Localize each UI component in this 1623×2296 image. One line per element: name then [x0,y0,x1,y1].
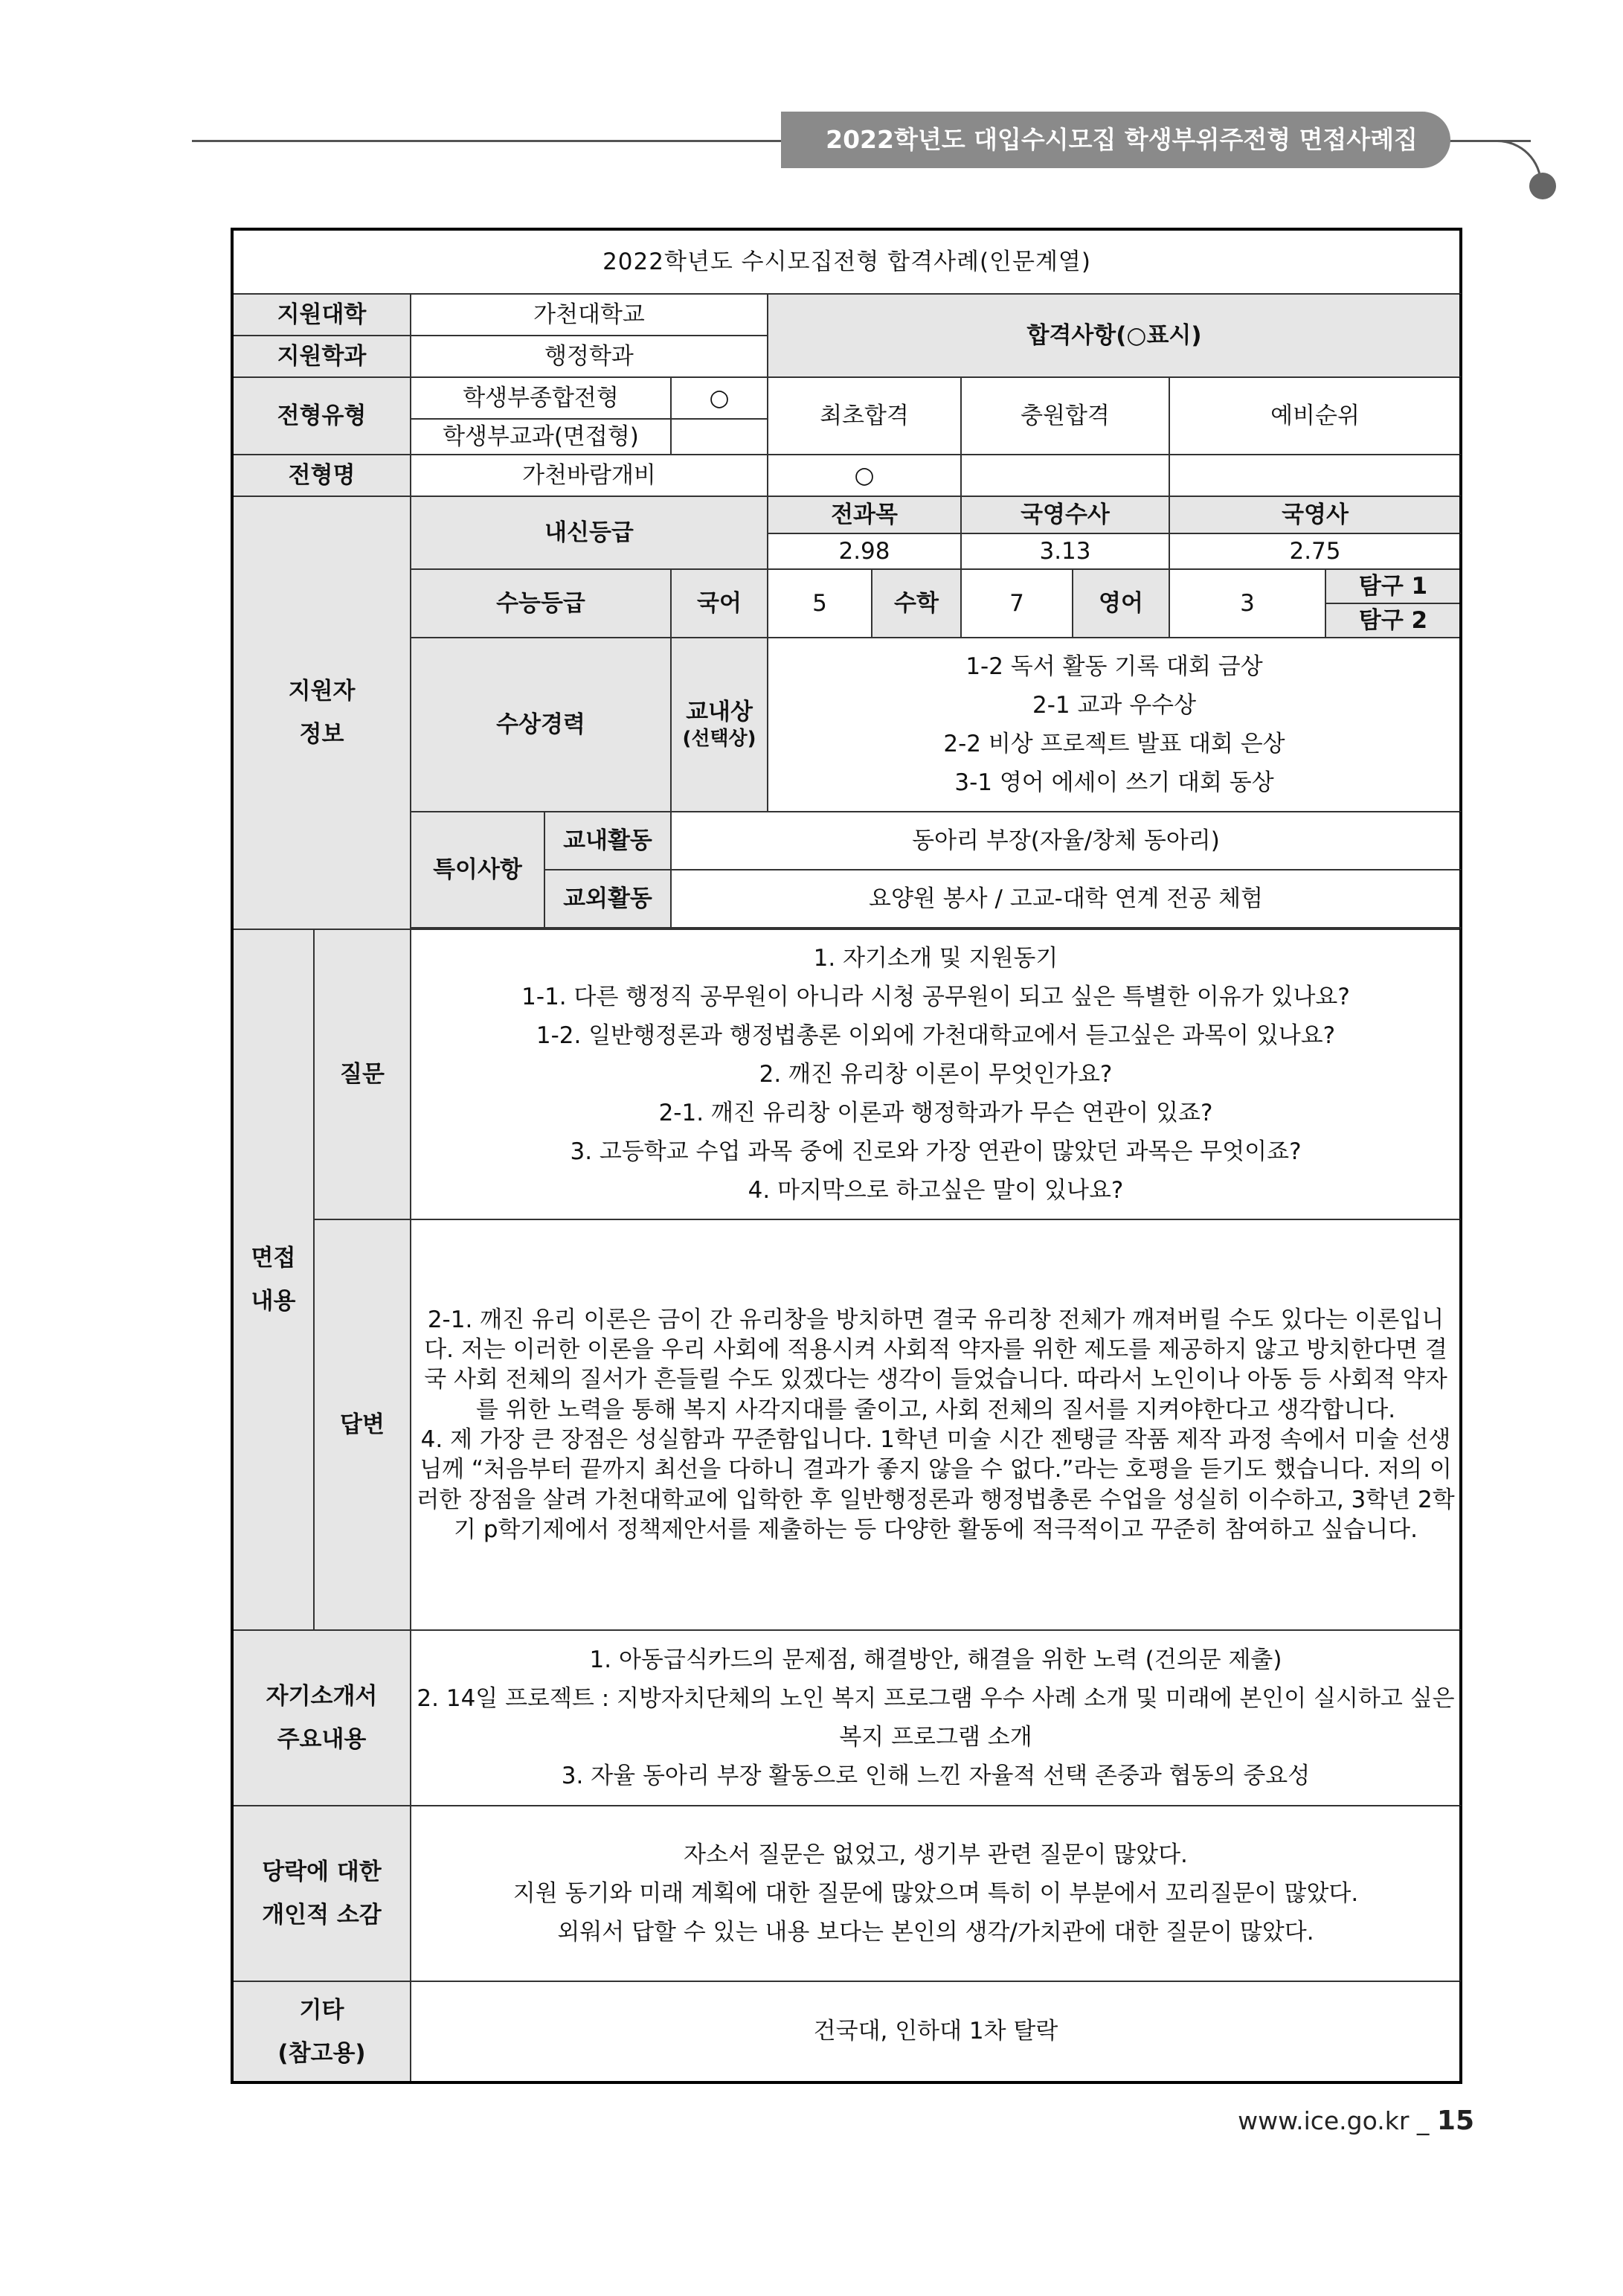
value-etc: 건국대, 인하대 1차 탈락 [411,1981,1461,2082]
label-applicant-info: 지원자 정보 [232,496,411,929]
value-english: 3 [1169,569,1325,638]
mark-result-waitlist [1169,455,1461,496]
grade-header-kes: 국영사 [1169,496,1461,533]
self-intro-item: 1. 아동급식카드의 문제점, 해결방안, 해결을 위한 노력 (건의문 제출) [589,1646,1282,1673]
label-grades: 내신등급 [411,496,768,569]
grade-value-kes: 2.75 [1169,533,1461,569]
impressions-list [411,1806,1461,1981]
question-item: 3. 고등학교 수업 과목 중에 진로와 가장 연관이 많았던 과목은 무엇이죠? [570,1138,1302,1165]
mark-type-2 [671,419,768,455]
awards-sub-note: (선택상) [682,728,756,751]
value-admission-name: 가천바람개비 [411,455,768,496]
label-math: 수학 [872,569,961,638]
page-footer [1238,2106,1474,2136]
label-inquiry-2: 탐구 2 [1325,603,1461,638]
value-type-1: 학생부종합전형 [411,377,671,419]
result-option-first: 최초합격 [768,377,961,455]
value-university: 가천대학교 [411,294,768,336]
label-interview: 면접 내용 [232,929,314,1630]
impression-item: 지원 동기와 미래 계획에 대한 질문에 많았으며 특히 이 부분에서 꼬리질문이 많았다. [512,1880,1359,1907]
label-in-school: 교내활동 [544,812,671,870]
label-special: 특이사항 [411,812,544,928]
label-inquiry-1: 탐구 1 [1325,569,1461,603]
grade-header-kems: 국영수사 [961,496,1169,533]
question-item: 4. 마지막으로 하고싶은 말이 있나요? [748,1177,1124,1204]
answer-paragraph: 4. 제 가장 큰 장점은 성실함과 꾸준함입니다. 1학년 미술 시간 젠탱글 작품 제작 과정 속에서 미술 선생님께 “처음부터 끝까지 최선을 다하니 결과가 좋지 않을 수 없다.”라는 호평을 듣기도 했습니다. 저의 이러한 장점을 살려 가천대학교에 입학한 후 일반행정론과 행정법총론 수업을 성실히 이수하고, 3학년 2학기 p학기제에서 정책제안서를 제출하는 등 다양한 활동에 적극적이고 꾸준히 참여하고 싶습니다. [417,1426,1455,1543]
label-awards: 수상경력 [411,638,671,812]
value-in-school: 동아리 부장(자율/창체 동아리) [671,812,1461,870]
label-awards-sub [671,638,768,812]
self-intro-item: 3. 자율 동아리 부장 활동으로 인해 느낀 자율적 선택 존중과 협동의 중요성 [561,1763,1311,1789]
label-university: 지원대학 [232,294,411,336]
impression-item: 외워서 답할 수 있는 내용 보다는 본인의 생각/가치관에 대한 질문이 많았다. [557,1919,1314,1946]
header-dot-icon [1529,173,1556,199]
awards-sub-label: 교내상 [686,698,753,725]
label-admission-type: 전형유형 [232,377,411,455]
label-impressions: 당락에 대한 개인적 소감 [232,1806,411,1981]
case-table [231,228,1462,2084]
answer-paragraph: 2-1. 깨진 유리 이론은 금이 간 유리창을 방치하면 결국 유리창 전체가 깨져버릴 수도 있다는 이론입니다. 저는 이러한 이론을 우리 사회에 적용시켜 사회적 약자를 위한 제도를 제공하지 않고 방치한다면 결국 사회 전체의 질서가 흔들릴 수도 있겠다는 생각이 들었습니다. 따라서 노인이나 아동 등 사회적 약자를 위한 노력을 통해 복지 사각지대를 줄이고, 사회 전체의 질서를 지켜야한다고 생각합니다. [424,1306,1447,1423]
award-item: 1-2 독서 활동 기록 대회 금상 [965,653,1263,680]
label-etc: 기타 (참고용) [232,1981,411,2082]
questions-list [411,929,1461,1219]
label-out-school: 교외활동 [544,870,671,928]
label-english: 영어 [1073,569,1169,638]
question-item: 1. 자기소개 및 지원동기 [813,945,1058,972]
value-out-school: 요양원 봉사 / 고교-대학 연계 전공 체험 [671,870,1461,928]
self-intro-item: 2. 14일 프로젝트 : 지방자치단체의 노인 복지 프로그램 우수 사례 소개 및 미래에 본인이 실시하고 싶은 복지 프로그램 소개 [417,1685,1455,1751]
footer-site: www.ice.go.kr _ [1238,2106,1437,2135]
label-korean: 국어 [671,569,768,638]
grade-value-all: 2.98 [768,533,961,569]
page-number: 15 [1436,2106,1474,2136]
question-item: 2-1. 깨진 유리창 이론과 행정학과가 무슨 연관이 있죠? [658,1100,1213,1126]
award-item: 2-2 비상 프로젝트 발표 대회 은상 [943,731,1285,757]
award-item: 3-1 영어 에세이 쓰기 대회 동상 [954,769,1274,796]
award-item: 2-1 교과 우수상 [1032,692,1197,719]
value-math: 7 [961,569,1073,638]
label-admission-name: 전형명 [232,455,411,496]
mark-type-1: ○ [671,377,768,419]
grade-header-all: 전과목 [768,496,961,533]
table-title: 2022학년도 수시모집전형 합격사례(인문계열) [232,229,1461,294]
label-suneung: 수능등급 [411,569,671,638]
value-korean: 5 [768,569,872,638]
label-question: 질문 [314,929,411,1219]
result-option-waitlist: 예비순위 [1169,377,1461,455]
label-department: 지원학과 [232,336,411,377]
impression-item: 자소서 질문은 없었고, 생기부 관련 질문이 많았다. [684,1841,1188,1868]
result-option-additional: 충원합격 [961,377,1169,455]
question-item: 2. 깨진 유리창 이론이 무엇인가요? [759,1061,1113,1088]
grade-value-kems: 3.13 [961,533,1169,569]
question-item: 1-1. 다른 행정직 공무원이 아니라 시청 공무원이 되고 싶은 특별한 이유가 있나요? [521,984,1350,1010]
running-header-title: 2022학년도 대입수시모집 학생부위주전형 면접사례집 [826,125,1418,154]
question-item: 1-2. 일반행정론과 행정법총론 이외에 가천대학교에서 듣고싶은 과목이 있나요? [536,1022,1336,1049]
result-label: 합격사항(○표시) [768,294,1461,377]
self-intro-list [411,1630,1461,1806]
mark-result-additional [961,455,1169,496]
value-type-2: 학생부교과(면접형) [411,419,671,455]
mark-result-first: ○ [768,455,961,496]
header-curve [1450,140,1542,187]
answers-block [411,1219,1461,1630]
value-department: 행정학과 [411,336,768,377]
label-self-intro: 자기소개서 주요내용 [232,1630,411,1806]
label-answer: 답변 [314,1219,411,1630]
awards-list [768,638,1461,812]
